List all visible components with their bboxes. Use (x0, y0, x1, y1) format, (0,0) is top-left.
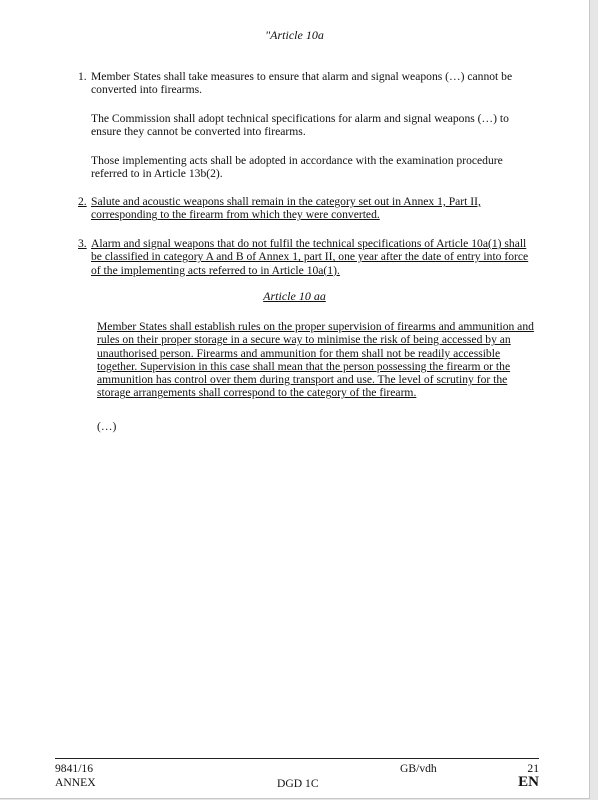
footer-language: EN (518, 774, 539, 790)
footer-page-number: 21 (527, 762, 539, 775)
item-text: Member States shall take measures to ensure that alarm and signal weapons (…) cannot be converted into firearms. (91, 70, 513, 97)
footer-divider (55, 758, 539, 759)
paragraph: The Commission shall adopt technical specifications for alarm and signal weapons (…) to ensure they cannot be converted into firearms. (91, 112, 509, 139)
item-text: Salute and acoustic weapons shall remain in the category set out in Annex 1, Part II, corresponding to the firearm from which they were converted. (91, 195, 481, 222)
item-number: 1. (78, 70, 87, 83)
item-text: Alarm and signal weapons that do not fulfil the technical specifications of Article 10a(1) shall be classified in category A and B of Annex 1, part II, one year after the date of entry into force of the implementing acts referred to in Article 10a(1). (91, 237, 529, 277)
article-10aa-text: Member States shall establish rules on the proper supervision of firearms and ammunition and rules on their proper storage in a secure way to minimise the risk of being accessed by an unauthorised person. Firearms and ammunition for them shall not be readily accessible together. Supervision in this case shall mean that the person possessing the firearm or the ammunition has control over them during transport and use. The level of scrutiny for the storage arrangements shall correspond to the category of the firearm. (97, 320, 534, 400)
ellipsis: (…) (97, 420, 117, 433)
article-10a-title: "Article 10a (265, 28, 324, 42)
footer-annex: ANNEX (55, 776, 96, 789)
article-10aa-title: Article 10 aa (263, 289, 326, 303)
footer-department: DGD 1C (277, 777, 319, 790)
item-number: 3. (78, 237, 87, 250)
item-number: 2. (78, 195, 87, 208)
footer-doc-number: 9841/16 (55, 762, 94, 775)
footer-initials: GB/vdh (400, 762, 437, 775)
paragraph: Those implementing acts shall be adopted in accordance with the examination procedure referred to in Article 13b(2). (91, 154, 503, 181)
